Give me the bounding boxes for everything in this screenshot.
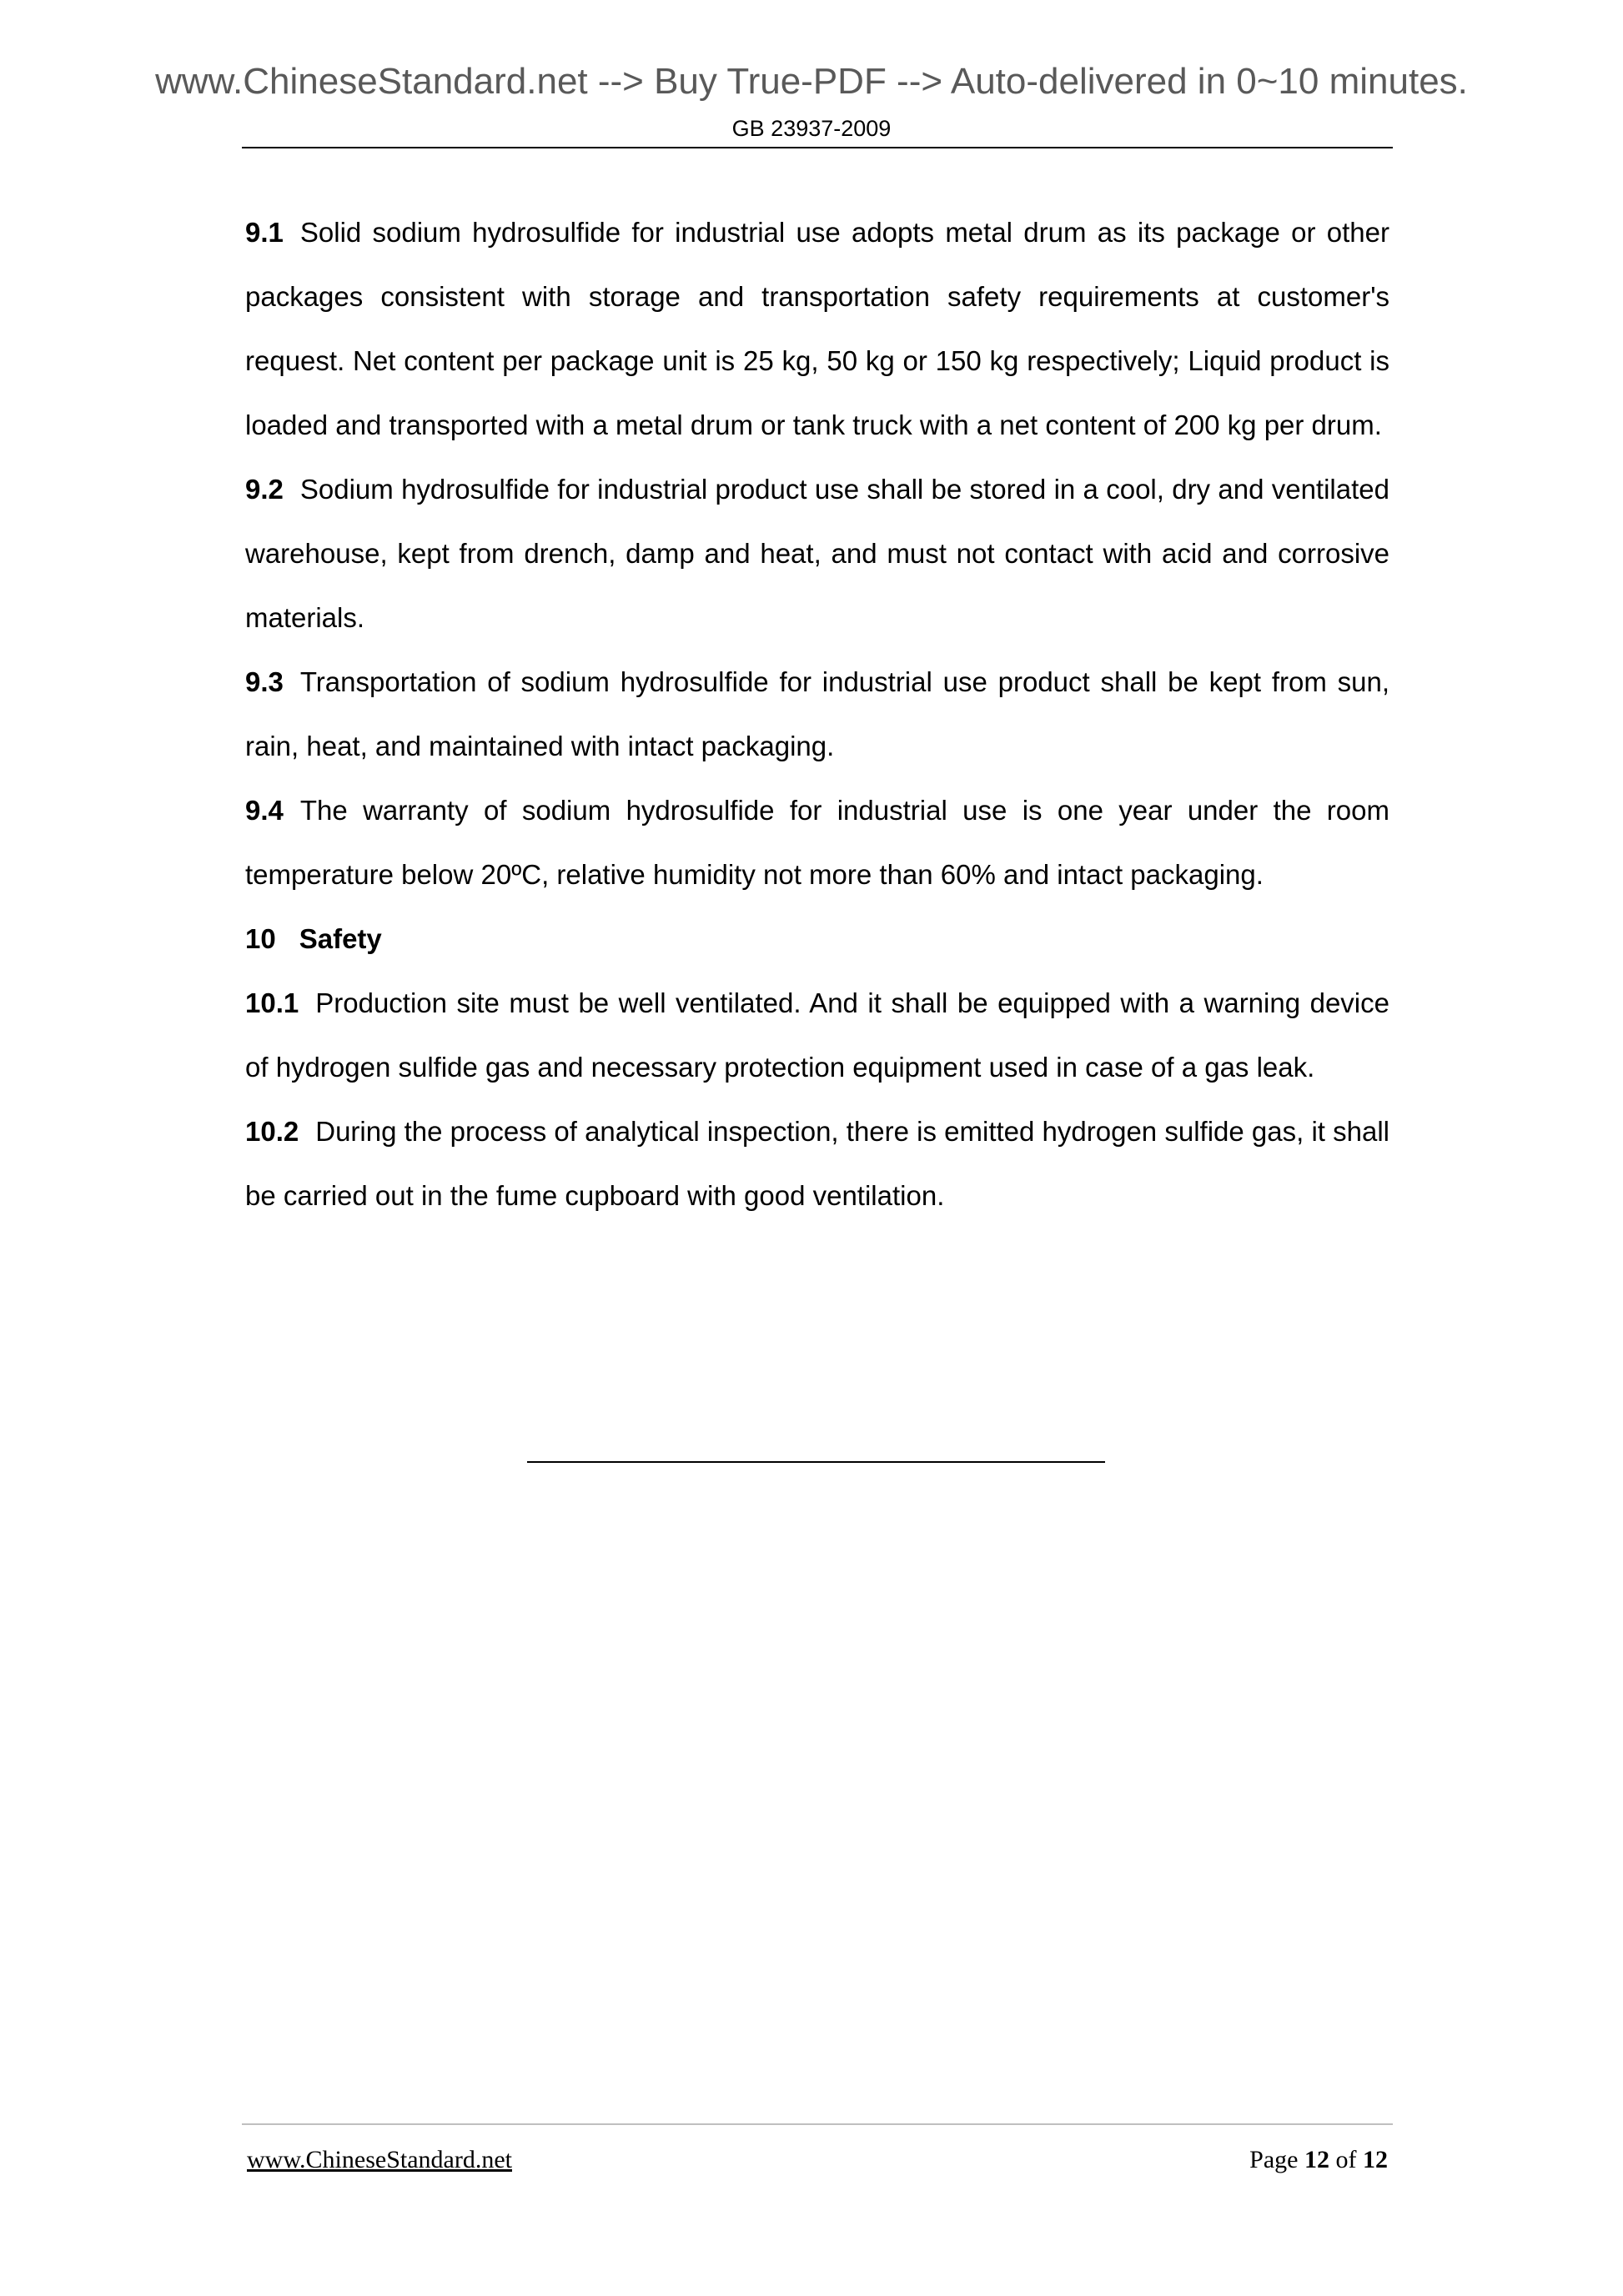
clause-number: 10.1 bbox=[245, 987, 299, 1018]
clause-10-2 bbox=[245, 1099, 1389, 1228]
page-current: 12 bbox=[1304, 2146, 1329, 2173]
clause-text: Solid sodium hydrosulfide for industrial use adopts metal drum as its package or other packages consistent with storage and transportation safety requirements at customer's request. Net content per package unit is 25 kg, 50 kg or 150 kg respectively; Liquid product is loaded and transported with a metal drum or tank truck with a net content of 200 kg per drum. bbox=[245, 217, 1389, 440]
clause-text: Transportation of sodium hydrosulfide for industrial use product shall be kept from sun, rain, heat, and maintained with intact packaging. bbox=[245, 666, 1389, 761]
clause-text: Sodium hydrosulfide for industrial product use shall be stored in a cool, dry and ventilated warehouse, kept from drench, damp and heat, and must not contact with acid and corrosive materials. bbox=[245, 474, 1389, 633]
section-number: 10 bbox=[245, 923, 276, 954]
clause-text: During the process of analytical inspection, there is emitted hydrogen sulfide gas, it shall be carried out in the fume cupboard with good ventilation. bbox=[245, 1116, 1389, 1211]
clause-9-1 bbox=[245, 200, 1389, 457]
clause-text: The warranty of sodium hydrosulfide for industrial use is one year under the room temperature below 20ºC, relative humidity not more than 60% and intact packaging. bbox=[245, 795, 1389, 890]
clause-number: 9.1 bbox=[245, 217, 284, 248]
document-body bbox=[245, 200, 1389, 1228]
header-divider bbox=[242, 147, 1393, 148]
page-indicator bbox=[1249, 2145, 1388, 2175]
clause-number: 9.3 bbox=[245, 666, 284, 697]
section-title: Safety bbox=[299, 923, 382, 954]
clause-number: 9.4 bbox=[245, 795, 284, 826]
top-banner-link[interactable]: www.ChineseStandard.net --> Buy True-PDF --> Auto-delivered in 0~10 minutes. bbox=[155, 61, 1468, 102]
clause-9-2 bbox=[245, 457, 1389, 650]
end-of-document-rule bbox=[527, 1461, 1105, 1463]
footer-divider bbox=[242, 2123, 1393, 2125]
page-total: 12 bbox=[1363, 2146, 1388, 2173]
clause-9-4 bbox=[245, 778, 1389, 907]
clause-text: Production site must be well ventilated. And it shall be equipped with a warning device of hydrogen sulfide gas and necessary protection equipment used in case of a gas leak. bbox=[245, 987, 1389, 1083]
section-heading-safety bbox=[245, 907, 1389, 971]
page-of: of bbox=[1335, 2146, 1357, 2173]
clause-number: 9.2 bbox=[245, 474, 284, 505]
clause-9-3 bbox=[245, 650, 1389, 778]
page-label: Page bbox=[1249, 2146, 1299, 2173]
standard-code: GB 23937-2009 bbox=[731, 116, 892, 141]
footer-site-link[interactable]: www.ChineseStandard.net bbox=[247, 2146, 512, 2173]
clause-number: 10.2 bbox=[245, 1116, 299, 1147]
clause-10-1 bbox=[245, 971, 1389, 1099]
